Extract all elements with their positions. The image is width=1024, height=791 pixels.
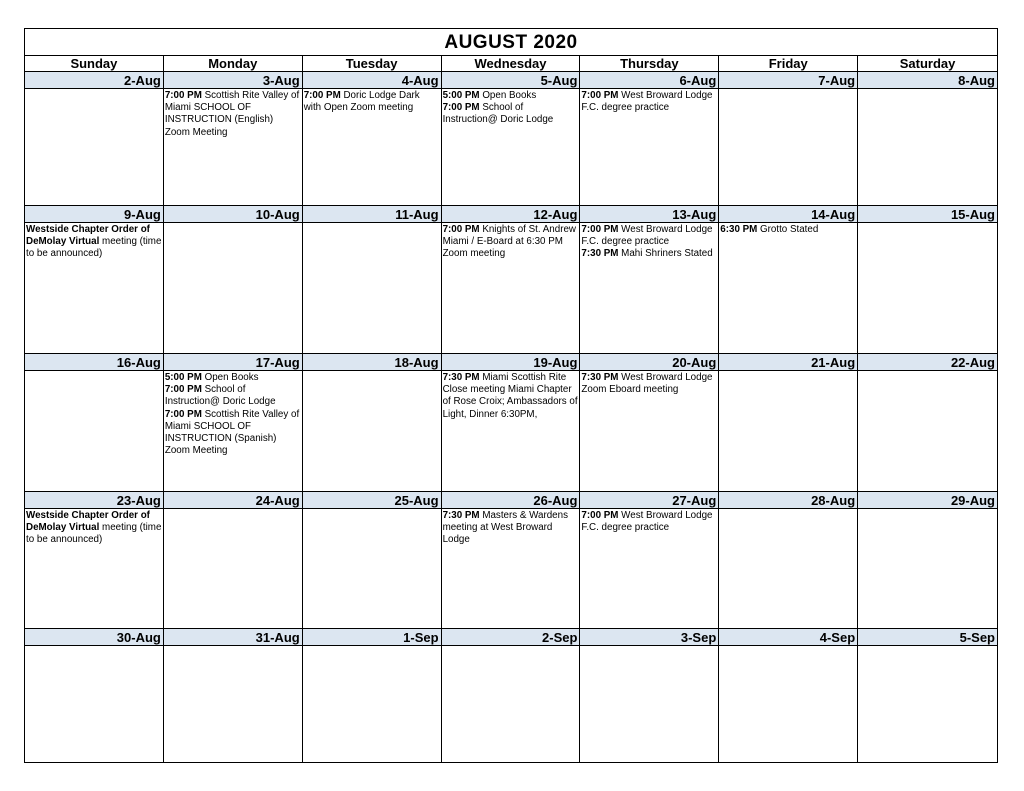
day-cell[interactable]	[858, 629, 997, 763]
day-date-label: 5-Sep	[858, 629, 997, 646]
day-events	[25, 646, 163, 647]
event-time: 7:30 PM	[442, 372, 480, 383]
day-date-label: 26-Aug	[442, 492, 580, 509]
day-events	[858, 89, 997, 90]
calendar-event	[581, 248, 717, 260]
day-events	[25, 89, 163, 90]
day-cell[interactable]	[303, 492, 442, 629]
event-time: 7:00 PM	[442, 102, 480, 114]
day-events	[719, 89, 857, 90]
dow-thursday: Thursday	[580, 56, 719, 72]
day-date-label: 20-Aug	[580, 354, 718, 371]
day-events	[580, 646, 718, 647]
day-cell[interactable]	[164, 492, 303, 629]
event-time: 7:00 PM	[164, 408, 202, 420]
event-description: West Broward Lodge F.C. degree practice	[581, 90, 713, 114]
event-description: meeting (time to be announced)	[26, 522, 162, 546]
event-time: 7:00 PM	[581, 510, 619, 521]
week-row	[25, 206, 997, 354]
event-time: 7:00 PM	[442, 224, 480, 235]
day-cell[interactable]	[25, 206, 164, 354]
day-events	[858, 223, 997, 224]
day-date-label: 13-Aug	[580, 206, 718, 223]
day-date-label: 25-Aug	[303, 492, 441, 509]
day-events	[442, 646, 580, 647]
calendar-event	[443, 90, 579, 102]
day-cell[interactable]	[303, 72, 442, 206]
day-date-label: 2-Sep	[442, 629, 580, 646]
day-cell[interactable]	[442, 354, 581, 492]
day-events	[164, 223, 302, 224]
day-date-label: 3-Sep	[580, 629, 718, 646]
day-cell[interactable]	[858, 492, 997, 629]
event-description: Masters & Wardens meeting at West Broward Lodge	[442, 510, 568, 546]
event-description: Open Books	[479, 90, 537, 101]
day-date-label: 6-Aug	[580, 72, 718, 89]
day-events	[303, 89, 441, 114]
day-cell[interactable]	[442, 72, 581, 206]
day-date-label: 24-Aug	[164, 492, 302, 509]
calendar-event	[165, 90, 301, 139]
day-date-label: 11-Aug	[303, 206, 441, 223]
day-events	[442, 371, 580, 421]
day-date-label: 3-Aug	[164, 72, 302, 89]
calendar-event	[26, 510, 162, 547]
day-events	[580, 371, 718, 396]
day-cell[interactable]	[25, 629, 164, 763]
day-cell[interactable]	[719, 206, 858, 354]
day-date-label: 7-Aug	[719, 72, 857, 89]
calendar-event	[304, 90, 440, 114]
day-date-label: 29-Aug	[858, 492, 997, 509]
dow-sunday: Sunday	[25, 56, 164, 72]
event-description: Scottish Rite Valley of Miami SCHOOL OF INSTRUCTION (English) Zoom Meeting	[164, 90, 300, 138]
event-time: 7:30 PM	[581, 372, 619, 383]
day-events	[303, 223, 441, 224]
calendar-event	[581, 510, 717, 534]
day-date-label: 28-Aug	[719, 492, 857, 509]
event-description: West Broward Lodge Zoom Eboard meeting	[581, 372, 713, 396]
day-events	[164, 509, 302, 510]
day-events	[164, 371, 302, 457]
calendar-event	[165, 384, 301, 408]
day-events	[164, 89, 302, 139]
week-row	[25, 492, 997, 629]
day-date-label: 17-Aug	[164, 354, 302, 371]
day-date-label: 12-Aug	[442, 206, 580, 223]
day-date-label: 14-Aug	[719, 206, 857, 223]
calendar-event	[443, 102, 579, 126]
day-date-label: 31-Aug	[164, 629, 302, 646]
dow-monday: Monday	[164, 56, 303, 72]
day-events	[25, 223, 163, 261]
event-description: Doric Lodge Dark with Open Zoom meeting	[303, 90, 420, 114]
day-cell[interactable]	[858, 206, 997, 354]
day-events	[719, 509, 857, 510]
calendar-event	[443, 510, 579, 547]
day-date-label: 2-Aug	[25, 72, 163, 89]
calendar-event	[443, 372, 579, 421]
day-cell[interactable]	[580, 629, 719, 763]
day-events	[303, 646, 441, 647]
event-description: School of Instruction@ Doric Lodge	[164, 384, 276, 408]
day-cell[interactable]	[25, 354, 164, 492]
day-cell[interactable]	[719, 629, 858, 763]
day-events	[719, 646, 857, 647]
calendar-event	[26, 224, 162, 261]
day-events	[303, 371, 441, 372]
day-events	[25, 509, 163, 547]
event-time: 7:00 PM	[164, 90, 202, 101]
day-events	[858, 509, 997, 510]
calendar-event	[165, 372, 301, 384]
day-date-label: 30-Aug	[25, 629, 163, 646]
event-time: 7:00 PM	[164, 384, 202, 396]
week-row	[25, 629, 997, 763]
day-events	[303, 509, 441, 510]
day-cell[interactable]	[303, 629, 442, 763]
day-cell[interactable]	[164, 354, 303, 492]
day-events	[25, 371, 163, 372]
event-time: 7:00 PM	[581, 90, 619, 101]
calendar-title: AUGUST 2020	[25, 29, 997, 56]
day-cell[interactable]	[164, 72, 303, 206]
day-date-label: 4-Aug	[303, 72, 441, 89]
day-cell[interactable]	[580, 492, 719, 629]
calendar-event	[581, 224, 717, 248]
day-date-label: 15-Aug	[858, 206, 997, 223]
day-cell[interactable]	[719, 492, 858, 629]
dow-wednesday: Wednesday	[442, 56, 581, 72]
event-description: Grotto Stated	[757, 224, 819, 235]
event-description: Scottish Rite Valley of Miami SCHOOL OF INSTRUCTION (Spanish) Zoom Meeting	[164, 408, 300, 457]
day-events	[719, 223, 857, 236]
event-description: Mahi Shriners Stated	[618, 248, 713, 260]
day-cell[interactable]	[858, 72, 997, 206]
event-description: Knights of St. Andrew Miami / E-Board at 6:30 PM Zoom meeting	[442, 224, 576, 260]
day-cell[interactable]	[25, 492, 164, 629]
event-description: School of Instruction@ Doric Lodge	[442, 102, 554, 126]
day-cell[interactable]	[303, 354, 442, 492]
day-date-label: 18-Aug	[303, 354, 441, 371]
week-row	[25, 354, 997, 492]
calendar-event	[581, 90, 717, 114]
day-events	[442, 509, 580, 547]
day-cell[interactable]	[164, 206, 303, 354]
day-cell[interactable]	[719, 354, 858, 492]
event-time: Westside Chapter Order of DeMolay Virtual	[26, 224, 150, 248]
event-time: 7:30 PM	[581, 248, 619, 260]
day-events	[442, 89, 580, 127]
day-cell[interactable]	[580, 354, 719, 492]
day-cell[interactable]	[442, 629, 581, 763]
day-cell[interactable]	[858, 354, 997, 492]
event-time: 5:00 PM	[442, 90, 480, 101]
day-cell[interactable]	[442, 492, 581, 629]
day-events	[580, 223, 718, 261]
day-events	[858, 371, 997, 372]
event-description: Miami Scottish Rite Close meeting Miami Chapter of Rose Croix; Ambassadors of Light, Dinner 6:30PM,	[442, 372, 578, 420]
day-date-label: 4-Sep	[719, 629, 857, 646]
day-events	[164, 646, 302, 647]
week-row	[25, 72, 997, 206]
event-description: meeting (time to be announced)	[26, 236, 162, 260]
day-cell[interactable]	[164, 629, 303, 763]
day-date-label: 21-Aug	[719, 354, 857, 371]
day-cell[interactable]	[580, 72, 719, 206]
event-description: West Broward Lodge F.C. degree practice	[581, 224, 713, 248]
calendar-event	[443, 224, 579, 261]
day-events	[858, 646, 997, 647]
day-date-label: 22-Aug	[858, 354, 997, 371]
calendar	[24, 28, 998, 763]
calendar-event	[165, 409, 301, 458]
day-events	[580, 509, 718, 534]
day-date-label: 5-Aug	[442, 72, 580, 89]
event-description: West Broward Lodge F.C. degree practice	[581, 510, 713, 534]
day-cell[interactable]	[25, 72, 164, 206]
day-date-label: 1-Sep	[303, 629, 441, 646]
day-cell[interactable]	[580, 206, 719, 354]
dow-saturday: Saturday	[899, 56, 956, 71]
day-date-label: 9-Aug	[25, 206, 163, 223]
day-date-label: 23-Aug	[25, 492, 163, 509]
dow-friday: Friday	[719, 56, 858, 72]
calendar-event	[720, 224, 856, 236]
day-of-week-header	[25, 56, 997, 72]
event-time: Westside Chapter Order of DeMolay Virtual	[26, 510, 150, 534]
day-cell[interactable]	[303, 206, 442, 354]
event-time: 7:00 PM	[303, 90, 341, 101]
day-events	[442, 223, 580, 261]
dow-tuesday: Tuesday	[303, 56, 442, 72]
day-events	[719, 371, 857, 372]
day-events	[580, 89, 718, 114]
event-time: 7:00 PM	[581, 224, 619, 235]
day-date-label: 19-Aug	[442, 354, 580, 371]
event-time: 7:30 PM	[442, 510, 480, 521]
calendar-event	[581, 372, 717, 396]
day-date-label: 10-Aug	[164, 206, 302, 223]
event-description: Open Books	[201, 372, 259, 383]
event-time: 6:30 PM	[720, 224, 758, 235]
day-date-label: 27-Aug	[580, 492, 718, 509]
day-cell[interactable]	[719, 72, 858, 206]
event-time: 5:00 PM	[164, 372, 202, 383]
day-date-label: 16-Aug	[25, 354, 163, 371]
day-date-label: 8-Aug	[858, 72, 997, 89]
day-cell[interactable]	[442, 206, 581, 354]
